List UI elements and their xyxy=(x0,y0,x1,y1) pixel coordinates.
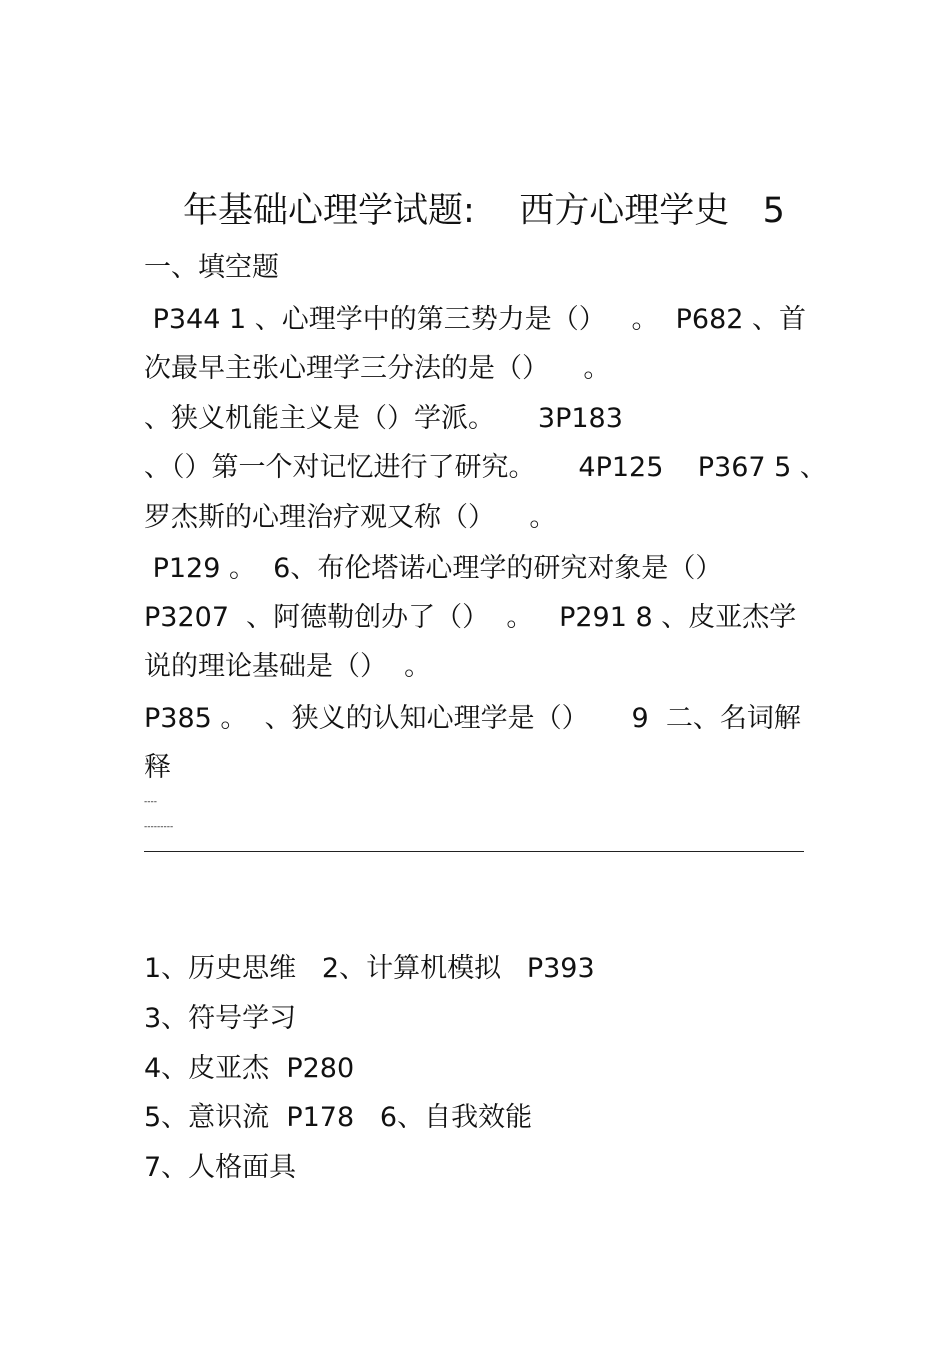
question-line: 罗杰斯的心理治疗观又称（） 。 xyxy=(144,502,557,533)
term-line: 3、符号学习 xyxy=(144,1003,297,1034)
question-line: P344 1 、心理学中的第三势力是（） 。 P682 、首 xyxy=(144,304,807,335)
question-line: P385 。 、狭义的认知心理学是（） 9 二、名词解 xyxy=(144,703,801,734)
term-line: 1、历史思维 2、计算机模拟 P393 xyxy=(144,953,595,984)
page-title: 年基础心理学试题: 西方心理学史 5 xyxy=(183,191,785,231)
question-line: 释 xyxy=(144,752,171,783)
dash-mark: ---- xyxy=(144,797,157,807)
section-heading-fill-in-blank: 一、填空题 xyxy=(144,252,279,283)
question-line: 、狭义机能主义是（）学派。 3P183 xyxy=(144,403,623,434)
question-line: P3207 、阿德勒创办了（） 。 P291 8 、皮亚杰学 xyxy=(144,602,797,633)
term-line: 5、意识流 P178 6、自我效能 xyxy=(144,1102,533,1133)
question-line: 、（）第一个对记忆进行了研究。 4P125 P367 5 、 xyxy=(144,452,827,483)
question-line: P129 。 6、布伦塔诺心理学的研究对象是（） xyxy=(144,553,723,584)
term-line: 7、人格面具 xyxy=(144,1152,297,1183)
horizontal-divider xyxy=(144,851,804,852)
question-line: 次最早主张心理学三分法的是（） 。 xyxy=(144,353,611,384)
term-line: 4、皮亚杰 P280 xyxy=(144,1053,355,1084)
question-line: 说的理论基础是（） 。 xyxy=(144,651,432,682)
dash-mark: --------- xyxy=(144,822,174,832)
